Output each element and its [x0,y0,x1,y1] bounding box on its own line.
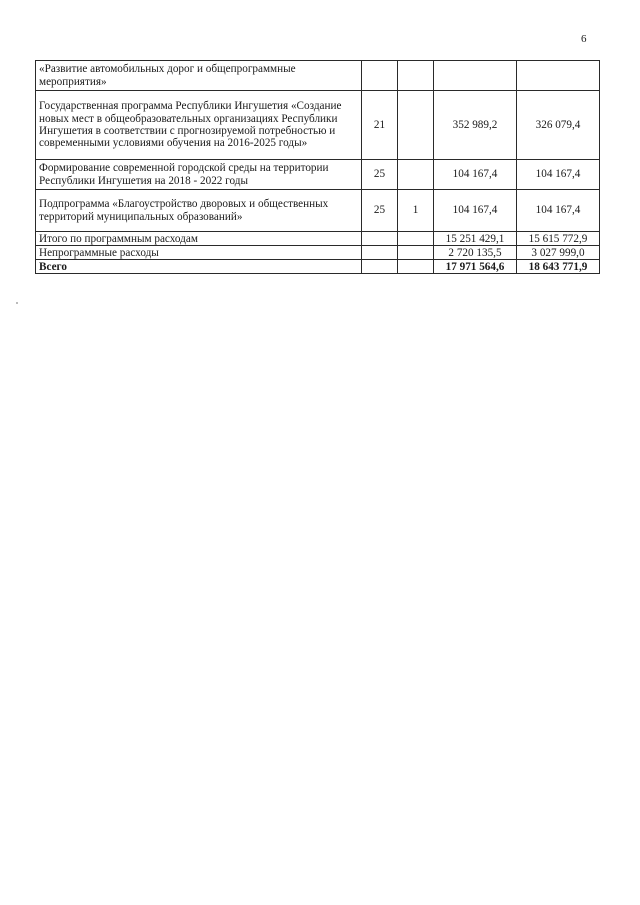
subprogram-code-cell [398,232,434,246]
subprogram-code-cell [398,91,434,160]
row-name-cell: Формирование современной городской среды на территории Республики Ингушетия на 2018 - 2022 годы [36,160,362,190]
program-code-cell [362,260,398,274]
amount-year2-cell: 104 167,4 [517,160,600,190]
row-name-cell: Непрограммные расходы [36,246,362,260]
program-code-cell [362,246,398,260]
amount-year2-cell: 104 167,4 [517,190,600,232]
subprogram-code-cell [398,160,434,190]
program-code-cell: 25 [362,160,398,190]
table-row [36,91,600,160]
amount-year1-cell: 15 251 429,1 [434,232,517,246]
amount-year2-cell: 15 615 772,9 [517,232,600,246]
amount-year1-cell [434,61,517,91]
amount-year2-cell [517,61,600,91]
program-code-cell [362,61,398,91]
table-row [36,232,600,246]
amount-year1-cell: 352 989,2 [434,91,517,160]
page-number: 6 [581,33,587,45]
program-code-cell: 21 [362,91,398,160]
table-row [36,246,600,260]
amount-year1-cell: 104 167,4 [434,160,517,190]
amount-year2-cell: 326 079,4 [517,91,600,160]
amount-year2-cell: 18 643 771,9 [517,260,600,274]
row-name-cell: Государственная программа Республики Ингушетия «Создание новых мест в общеобразовательных организациях Республики Ингушетия в соответствии с прогнозируемой потребностью и современными условиями обучения на 2016-2025 годы» [36,91,362,160]
table-row [36,190,600,232]
amount-year1-cell: 17 971 564,6 [434,260,517,274]
subprogram-code-cell [398,260,434,274]
budget-table [35,60,600,274]
table-row [36,160,600,190]
subprogram-code-cell [398,61,434,91]
amount-year1-cell: 2 720 135,5 [434,246,517,260]
table-row [36,260,600,274]
program-code-cell: 25 [362,190,398,232]
table-row [36,61,600,91]
subprogram-code-cell [398,246,434,260]
row-name-cell: «Развитие автомобильных дорог и общепрограммные мероприятия» [36,61,362,91]
row-name-cell: Всего [36,260,362,274]
row-name-cell: Подпрограмма «Благоустройство дворовых и общественных территорий муниципальных образований» [36,190,362,232]
amount-year1-cell: 104 167,4 [434,190,517,232]
program-code-cell [362,232,398,246]
row-name-cell: Итого по программным расходам [36,232,362,246]
scan-speck [16,302,18,304]
subprogram-code-cell: 1 [398,190,434,232]
amount-year2-cell: 3 027 999,0 [517,246,600,260]
